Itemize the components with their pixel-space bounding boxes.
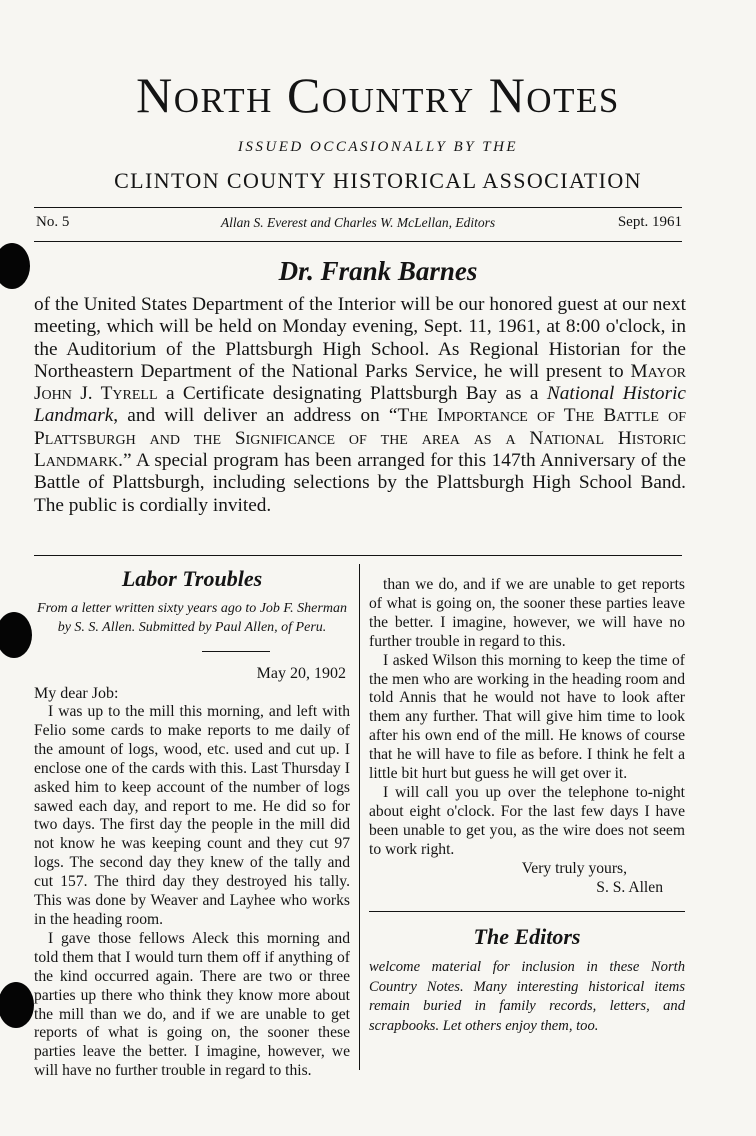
letter-paragraph: I was up to the mill this morning, and left with Felio some cards to make reports to me daily of the amount of logs, wood, etc. used and cut up. I enclose one of the cards with this. Last Thursday I asked him to keep account of the number of logs sawed each day, and report to me. He did so for two days. The first day the people in the mill did not know he was keeping count and they cut 97 logs. The second day they knew of the tally and cut 157. The third day they destroyed his tally. This was done by Weaver and Layhee who works in the heading room.	[34, 703, 350, 928]
letter-intro: From a letter written sixty years ago to Job F. Sherman by S. S. Allen. Submitted by Paul Allen, of Peru.	[37, 601, 347, 635]
column-divider	[359, 564, 360, 1070]
editors-rule	[369, 911, 685, 912]
letter-salutation: My dear Job:	[34, 685, 119, 702]
binder-hole	[0, 612, 32, 658]
association-name: CLINTON COUNTY HISTORICAL ASSOCIATION	[114, 168, 642, 193]
intro-rule	[202, 651, 270, 652]
editors-note: welcome material for inclusion in these North Country Notes. Many interesting historical items remain buried in family records, letters, and scrapbooks. Let others enjoy them, too.	[369, 959, 685, 1034]
lead-story	[34, 294, 686, 517]
letter-body-left	[34, 703, 350, 1080]
right-column	[369, 576, 685, 1036]
letter-closing: Very truly yours,	[521, 859, 627, 877]
labor-troubles-article	[34, 566, 350, 1080]
lead-paragraph	[34, 294, 686, 517]
masthead-title: North Country Notes	[136, 67, 620, 123]
letter-paragraph: than we do, and if we are unable to get reports of what is going on, the sooner these parties leave the better. I imagine, however, we will have no further trouble in regard to this.	[369, 576, 685, 650]
editors-heading: The Editors	[473, 924, 581, 950]
landmark-designation: National Historic Landmark	[34, 383, 686, 427]
header-rule-top	[34, 207, 682, 208]
labor-troubles-heading: Labor Troubles	[121, 566, 263, 591]
lead-text-1: of the United States Department of the Interior will be our honored guest at our next meeting, which will be held on Monday evening, Sept. 11, 1961, at 8:00 o'clock, in the Auditorium of the Plattsburgh High School. As Regional Historian for the Northeastern Department of the National Parks Service, he will present to	[34, 294, 686, 382]
mayor-name: Mayor John J. Tyrell	[34, 360, 686, 405]
issue-date: Sept. 1961	[617, 214, 682, 230]
lead-text-2: a Certificate designating Plattsburgh Bay as a	[157, 383, 547, 405]
lead-text-3: , and will deliver an address on “	[113, 405, 398, 427]
section-rule	[34, 555, 682, 556]
address-title: The Importance of The Battle of Plattsburgh and the Significance of the area as a National Historic Landmark	[34, 405, 687, 472]
letter-date: May 20, 1902	[256, 665, 346, 682]
letter-body-right	[369, 576, 685, 860]
binder-hole	[0, 982, 34, 1028]
issue-number: No. 5	[36, 214, 70, 230]
header-rule-bottom	[34, 241, 682, 242]
lead-text-4: .” A special program has been arranged for this 147th Anniversary of the Battle of Plattsburgh, including selections by the Plattsburgh High School Band. The public is cordially invited.	[34, 450, 686, 516]
lead-headline: Dr. Frank Barnes	[278, 256, 478, 286]
letter-paragraph: I asked Wilson this morning to keep the time of the men who are working in the heading room and told Annis that he would not have to look after them any further. That will give him time to look after his own end of the mill. He knows of course that he will have to file as before. I think he felt a little bit hurt but guess he will get over it.	[369, 651, 685, 783]
issue-editors: Allan S. Everest and Charles W. McLellan, Editors	[220, 215, 496, 230]
letter-signature: S. S. Allen	[596, 878, 663, 896]
letter-paragraph: I will call you up over the telephone to-night about eight o'clock. For the last few days I have been unable to get you, as the wire does not seem to work right.	[369, 783, 685, 858]
masthead-subtitle: ISSUED OCCASIONALLY BY THE	[237, 139, 519, 155]
letter-paragraph: I gave those fellows Aleck this morning and told them that I would turn them off if anything of the kind occurred again. There are two or three parties up there who think they know more about the mill than we do, and if we are unable to get reports of what is going on, the sooner these parties leave the better. I imagine, however, we will have no further trouble in regard to this.	[34, 929, 350, 1080]
